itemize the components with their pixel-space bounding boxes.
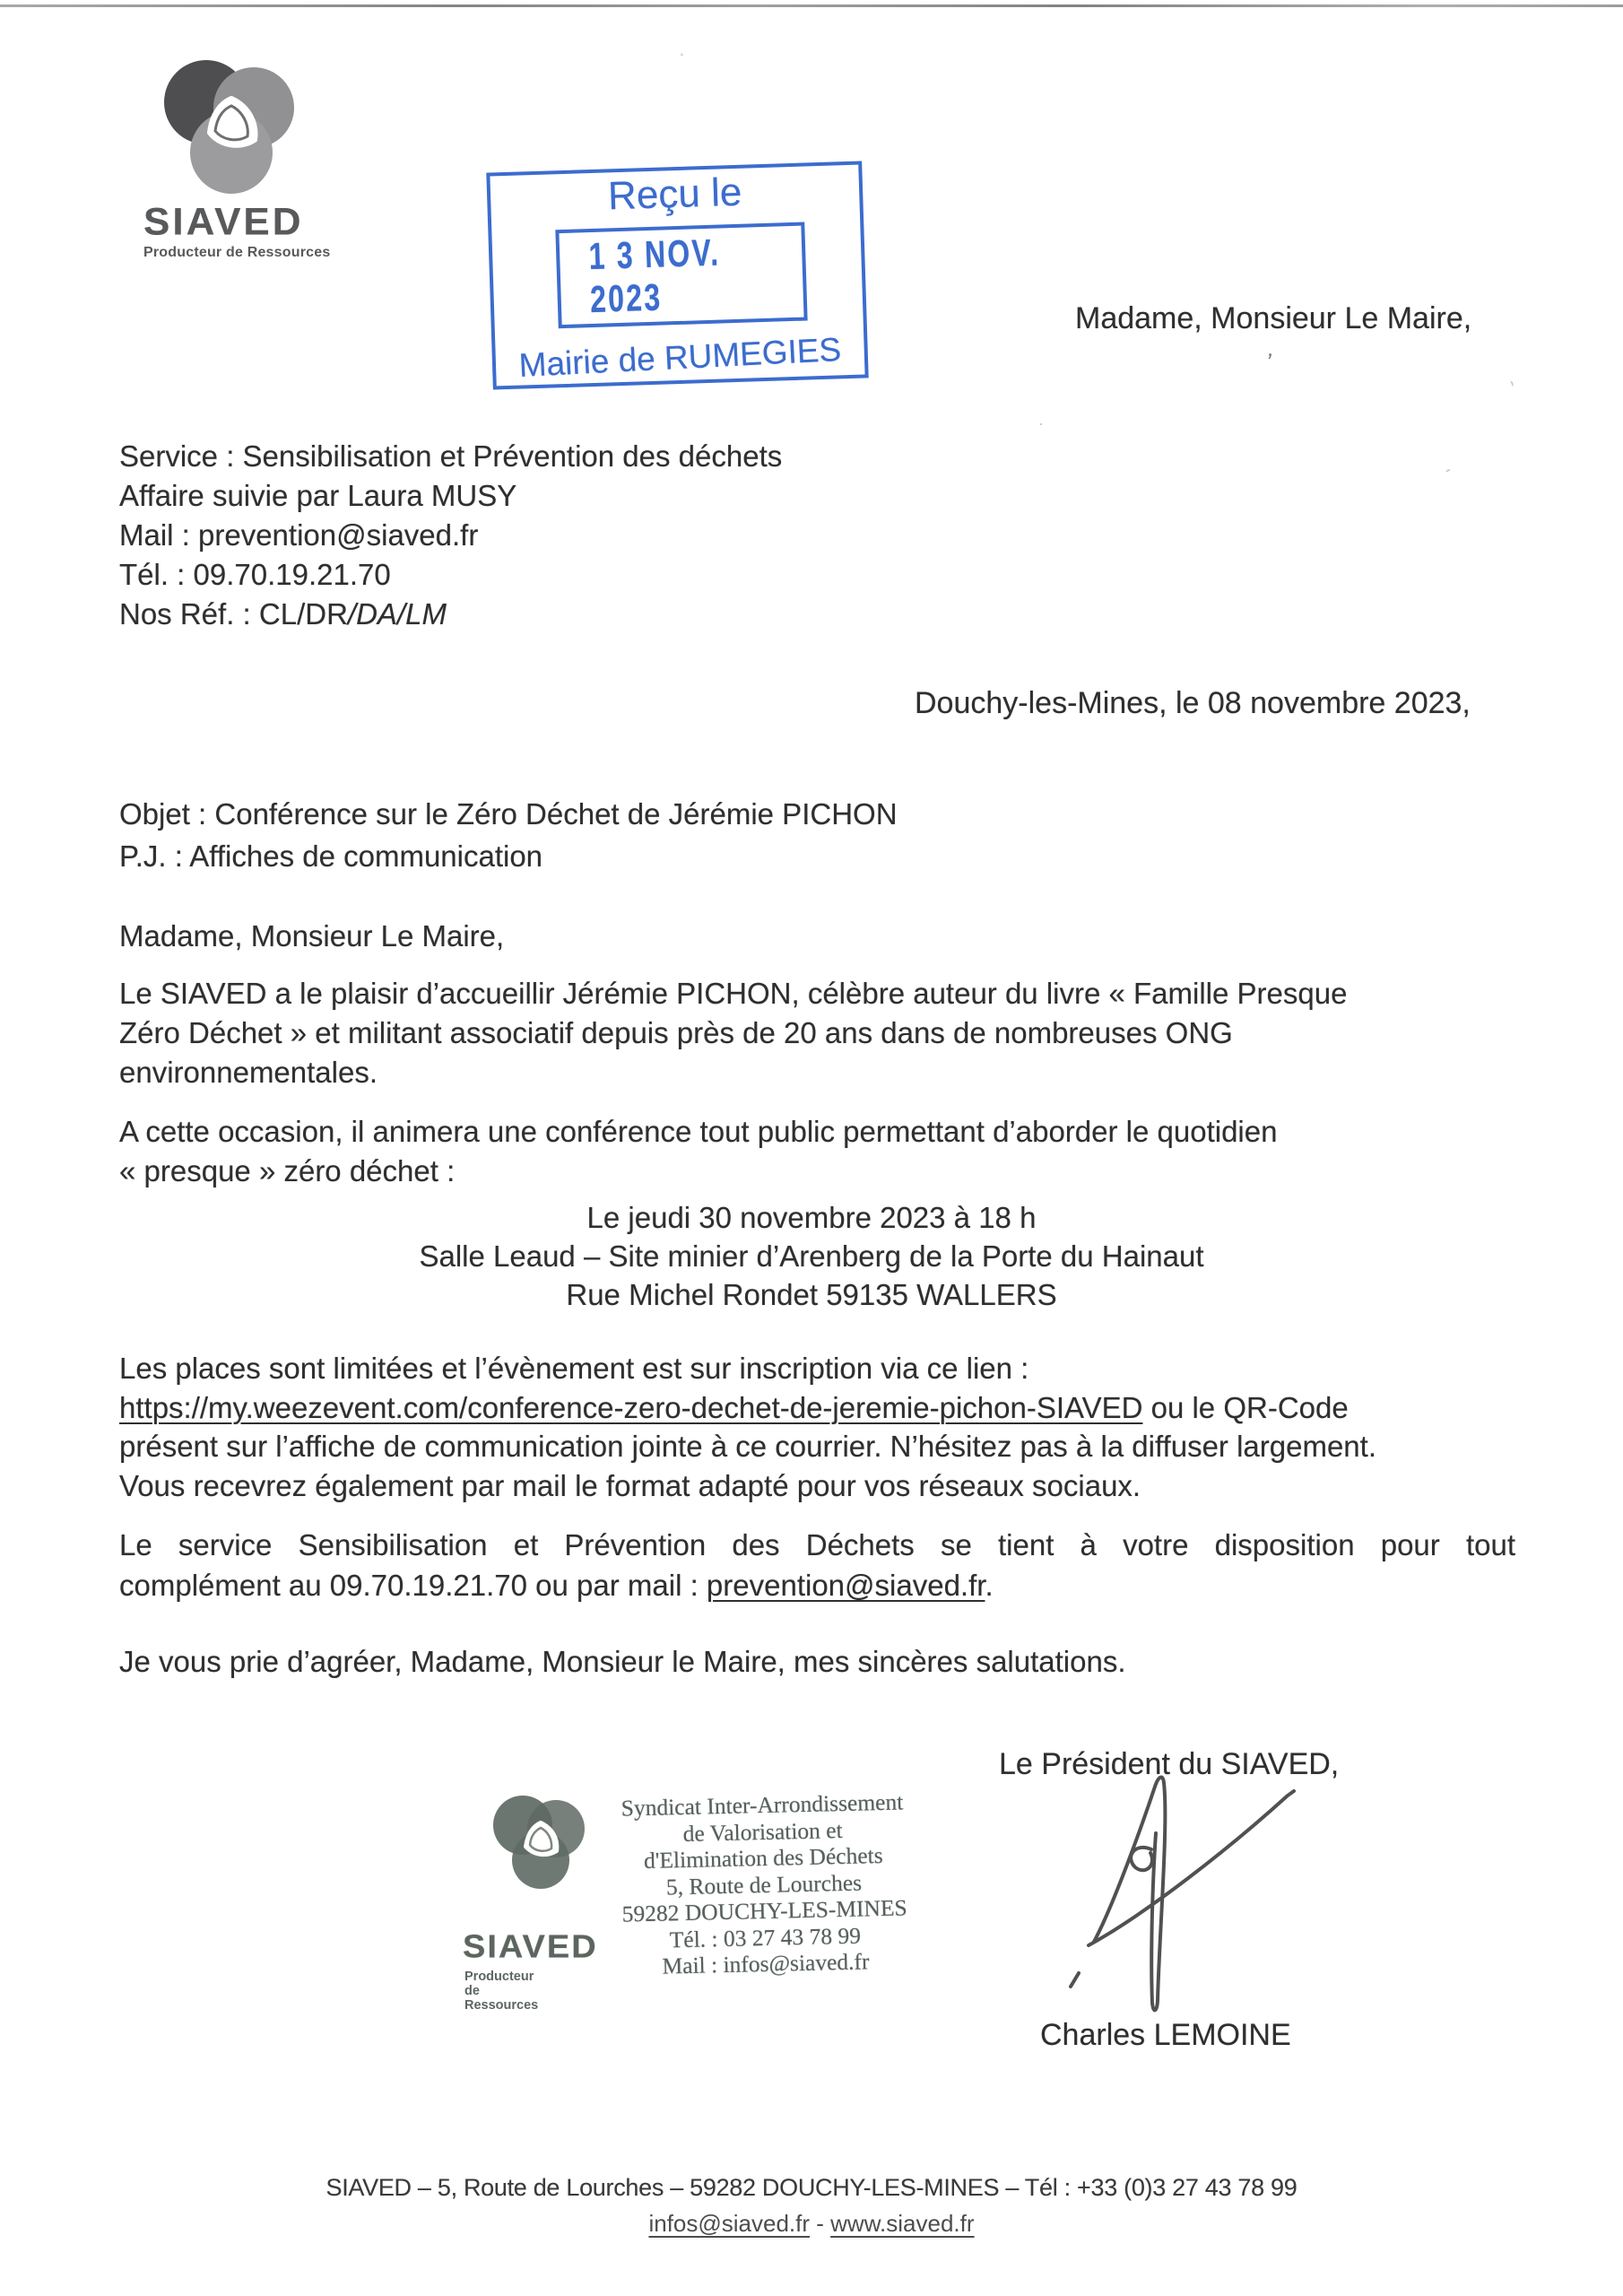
- footer-stamp-line: Mail : infos@siaved.fr: [662, 1948, 870, 1979]
- subject-block: [119, 793, 898, 877]
- event-venue: Salle Leaud – Site minier d’Arenberg de la Porte du Hainaut: [419, 1239, 1204, 1273]
- siaved-logo: [143, 52, 341, 261]
- sender-ref: [119, 595, 782, 634]
- stamp-date-box: [555, 222, 807, 329]
- footer-stamp-address: [583, 1787, 946, 1981]
- paragraph-line: « presque » zéro déchet :: [119, 1154, 456, 1187]
- scan-artifact-speck: ¸: [680, 41, 685, 57]
- paragraph-line: Zéro Déchet » et militant associatif depuis près de 20 ans dans de nombreuses ONG: [119, 1016, 1233, 1049]
- dateline: Douchy-les-Mines, le 08 novembre 2023,: [915, 686, 1471, 720]
- paragraph-line-rest: ou le QR-Code: [1142, 1390, 1349, 1424]
- enclosure-line: P.J. : Affiches de communication: [119, 839, 543, 873]
- recipient-line: Madame, Monsieur Le Maire,: [1075, 301, 1472, 335]
- handwritten-signature: [1031, 1769, 1327, 2033]
- salutation: Madame, Monsieur Le Maire,: [119, 919, 505, 952]
- event-date: Le jeudi 30 novembre 2023 à 18 h: [586, 1201, 1037, 1234]
- sender-tel: Tél. : 09.70.19.21.70: [119, 558, 391, 591]
- page-footer-links: [0, 2210, 1623, 2238]
- paragraph-line: environnementales.: [119, 1056, 378, 1089]
- footer-siaved-wordmark: SIAVED: [463, 1929, 598, 1965]
- weezevent-link[interactable]: https://my.weezevent.com/conference-zero-dechet-de-jeremie-pichon-SIAVED: [119, 1390, 1143, 1424]
- closing-line: Je vous prie d’agréer, Madame, Monsieur le Maire, mes sincères salutations.: [119, 1645, 1126, 1678]
- scan-artifact-speck: `: [1498, 376, 1519, 404]
- event-address: Rue Michel Rondet 59135 WALLERS: [566, 1278, 1057, 1311]
- paragraph-occasion: [119, 1112, 1277, 1191]
- paragraph-contact: [119, 1525, 1515, 1605]
- footer-links-separator: -: [810, 2210, 831, 2237]
- paragraph-line-with-link: [119, 1388, 1376, 1428]
- footer-siaved-tagline: Producteur de Ressources: [464, 1970, 539, 2013]
- paragraph-line-justified: Le service Sensibilisation et Prévention des Déchets se tient à votre disposition pour tout: [119, 1528, 1515, 1561]
- sender-block: [119, 437, 782, 634]
- siaved-tagline: Producteur de Ressources: [143, 245, 331, 260]
- footer-stamp-line: Syndicat Inter-Arrondissement: [621, 1788, 904, 1822]
- footer-email-link[interactable]: infos@siaved.fr: [648, 2210, 811, 2237]
- reception-stamp: [486, 161, 868, 389]
- event-details: [112, 1198, 1511, 1314]
- signer-name: Charles LEMOINE: [1040, 2018, 1291, 2052]
- footer-stamp-line: 5, Route de Lourches: [665, 1869, 863, 1900]
- prevention-email-link[interactable]: prevention@siaved.fr: [706, 1569, 985, 1602]
- paragraph-line-with-link: [119, 1565, 1515, 1605]
- paragraph-line-post: .: [985, 1569, 994, 1602]
- stamp-office: Mairie de RUMEGIES: [517, 330, 843, 385]
- paragraph-line: présent sur l’affiche de communication jointe à ce courrier. N’hésitez pas à la diffuser largement.: [119, 1430, 1377, 1463]
- signer-title: Le Président du SIAVED,: [999, 1747, 1340, 1781]
- paragraph-line: Vous recevrez également par mail le format adapté pour vos réseaux sociaux.: [119, 1468, 1141, 1502]
- siaved-logo-icon: [143, 52, 323, 196]
- subject-line: Objet : Conférence sur le Zéro Déchet de Jérémie PICHON: [119, 797, 898, 831]
- scan-artifact-speck: ’: [1263, 347, 1274, 376]
- sender-mail: Mail : prevention@siaved.fr: [119, 518, 479, 552]
- siaved-wordmark: SIAVED: [143, 201, 304, 244]
- paragraph-intro: [119, 974, 1347, 1092]
- paragraph-line: A cette occasion, il animera une conférence tout public permettant d’aborder le quotidien: [119, 1115, 1278, 1148]
- stamp-date: 1 3 NOV. 2023: [587, 230, 721, 321]
- paragraph-line-pre: complément au 09.70.19.21.70 ou par mail :: [119, 1569, 707, 1602]
- sender-ref-italic: /DA/LM: [347, 597, 447, 631]
- paragraph-line: Le SIAVED a le plaisir d’accueillir Jérémie PICHON, célèbre auteur du livre « Famille Presque: [119, 977, 1348, 1010]
- footer-stamp-line: de Valorisation et: [682, 1816, 843, 1847]
- sender-service: Service : Sensibilisation et Prévention des déchets: [119, 439, 783, 473]
- scan-artifact-speck: ˏ: [1443, 446, 1460, 474]
- footer-stamp-line: d'Elimination des Déchets: [643, 1841, 883, 1874]
- footer-stamp-line: Tél. : 03 27 43 78 99: [669, 1922, 862, 1952]
- stamp-received-label: Reçu le: [607, 170, 742, 219]
- scan-artifact-speck: ·: [1038, 414, 1044, 432]
- sender-ref-plain: Nos Réf. : CL/DR: [119, 597, 348, 631]
- paragraph-line: Les places sont limitées et l’évènement est sur inscription via ce lien :: [119, 1352, 1029, 1385]
- page-footer-address: SIAVED – 5, Route de Lourches – 59282 DOUCHY-LES-MINES – Tél : +33 (0)3 27 43 78 99: [325, 2174, 1298, 2201]
- paragraph-registration: [119, 1349, 1376, 1505]
- scan-top-edge: [0, 4, 1623, 7]
- footer-website-link[interactable]: www.siaved.fr: [830, 2210, 975, 2237]
- sender-handler: Affaire suivie par Laura MUSY: [119, 479, 517, 512]
- footer-stamp-line: 59282 DOUCHY-LES-MINES: [621, 1894, 907, 1927]
